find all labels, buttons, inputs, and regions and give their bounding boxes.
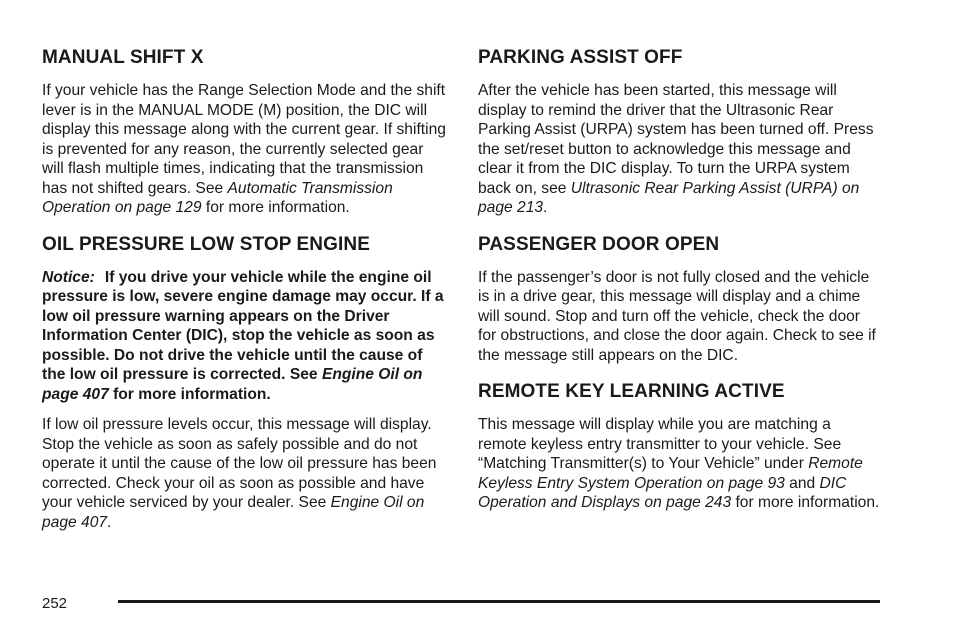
text: for more information.: [201, 199, 350, 216]
heading-passenger-door: PASSENGER DOOR OPEN: [478, 233, 720, 255]
notice-label: Notice:: [42, 268, 95, 286]
paragraph-manual-shift: [42, 81, 448, 218]
cross-reference-link[interactable]: Engine Oil on page 407: [42, 366, 423, 403]
footer-rule: [118, 600, 880, 603]
heading-manual-shift: MANUAL SHIFT X: [42, 47, 204, 68]
text: .: [543, 199, 548, 216]
heading-oil-pressure: OIL PRESSURE LOW STOP ENGINE: [42, 233, 370, 255]
text: If low oil pressure levels occur, this message will display. Stop the vehicle as soon as safely possible and do not operate it until the cause of the low oil pressure has been corrected. Check your oil as soon as possible and have your vehicle serviced by your dealer. See: [42, 416, 437, 511]
page-number: 252: [42, 595, 68, 612]
cross-reference-link[interactable]: Ultrasonic Rear Parking Assist (URPA) on page 213: [478, 179, 860, 216]
paragraph-parking-assist: [478, 81, 882, 218]
heading-remote-key: REMOTE KEY LEARNING ACTIVE: [478, 381, 785, 402]
heading-parking-assist: PARKING ASSIST OFF: [478, 47, 683, 68]
paragraph-remote-key: [478, 415, 882, 513]
text: After the vehicle has been started, this message will display to remind the driver that the Ultrasonic Rear Parking Assist (URPA) system has been turned off. Press the set/reset button to acknowledge this message and clear it from the DIC display. To turn the URPA system back on, see: [478, 82, 874, 197]
text: for more information.: [731, 494, 880, 511]
text: This message will display while you are matching a remote keyless entry transmitter to your vehicle. See “Matching Transmitter(s) to Your Vehicle” under: [478, 416, 842, 472]
notice-paragraph: [42, 268, 448, 405]
text: for more information.: [108, 385, 271, 403]
right-column: [478, 46, 882, 513]
cross-reference-link[interactable]: Remote Keyless Entry System Operation on page 93: [478, 455, 863, 492]
cross-reference-link[interactable]: Automatic Transmission Operation on page 129: [42, 179, 393, 216]
text: .: [107, 513, 112, 531]
left-column: [42, 46, 448, 532]
cross-reference-link[interactable]: DIC Operation and Displays on page 243: [478, 474, 847, 511]
cross-reference-link[interactable]: Engine Oil on page 407: [42, 494, 425, 531]
text: If your vehicle has the Range Selection Mode and the shift lever is in the MANUAL MODE (M) position, the DIC will display this message along with the current gear. If shifting is prevented for any reason, the currently selected gear will flash multiple times, indicating that the transmission has not shifted gears. See: [42, 82, 446, 197]
text: and: [784, 474, 820, 492]
text: If you drive your vehicle while the engine oil pressure is low, severe engine damage may occur. If a low oil pressure warning appears on the Driver Information Center (DIC), stop the vehicle as soon as possible. Do not drive the vehicle until the cause of the low oil pressure is corrected. See: [42, 268, 444, 383]
paragraph-passenger-door: If the passenger’s door is not fully closed and the vehicle is in a drive gear, this message will display and a chime will sound. Stop and turn off the vehicle, check the door for obstructions, and close the door again. Check to see if the message still appears on the DIC.: [478, 268, 876, 364]
paragraph-oil-pressure: [42, 415, 448, 532]
